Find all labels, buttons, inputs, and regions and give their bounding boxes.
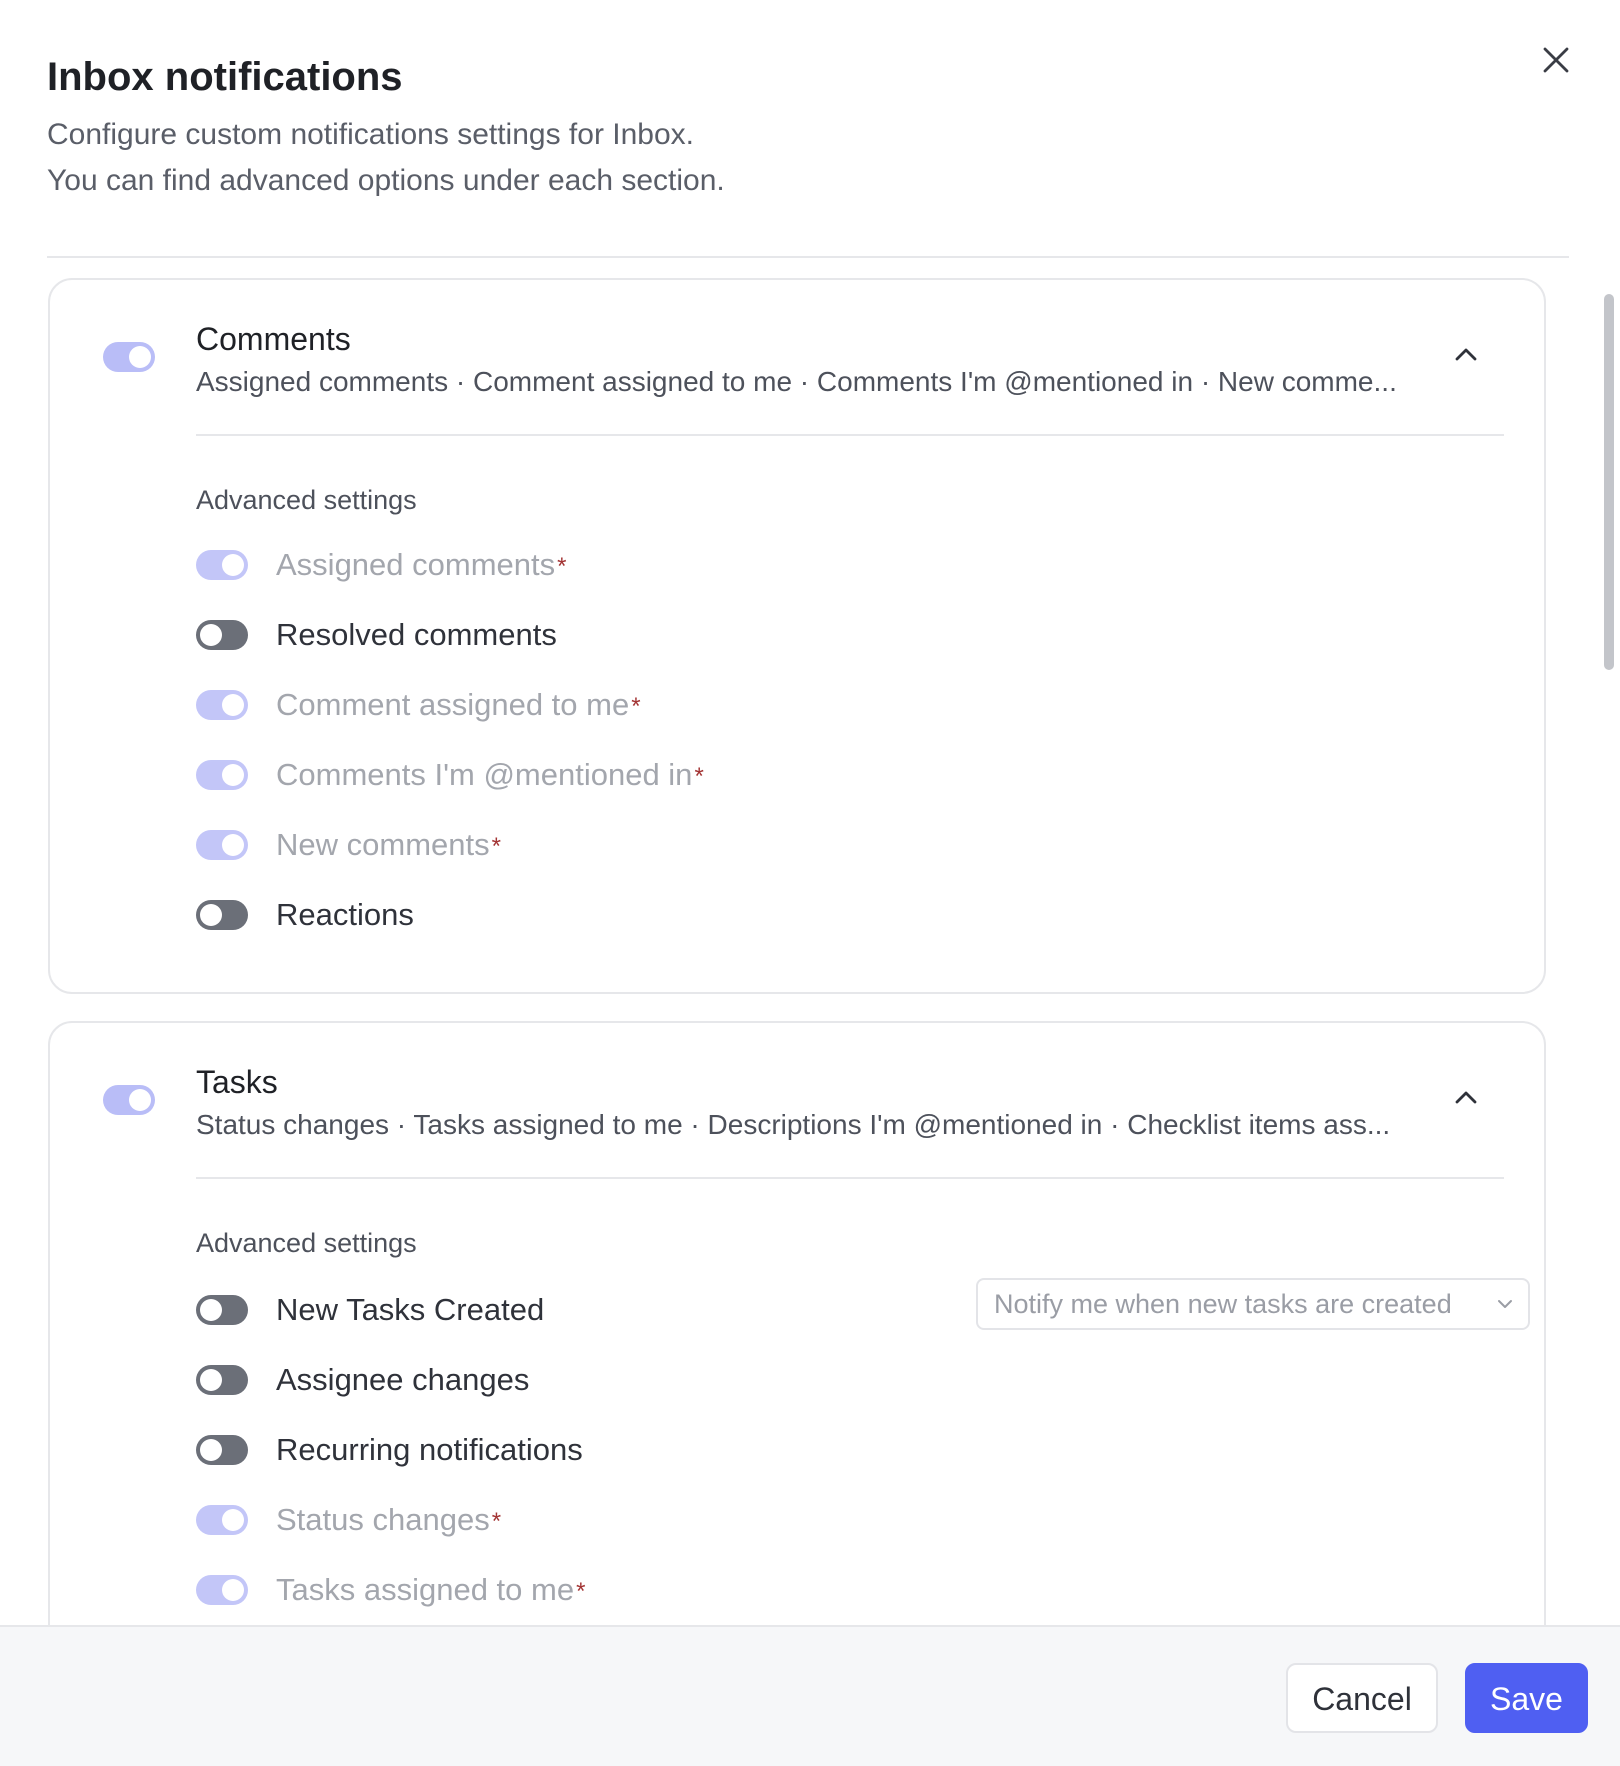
reactions-toggle[interactable] <box>196 900 248 930</box>
required-marker: * <box>576 1578 586 1605</box>
tasks-collapse-button[interactable] <box>1450 1081 1482 1113</box>
option-label <box>276 753 704 797</box>
option-label-text: New Tasks Created <box>276 1292 545 1327</box>
modal-subtitle-line-1: Configure custom notifications settings for Inbox. <box>47 118 694 151</box>
option-reactions <box>196 893 1496 937</box>
modal-subtitle <box>47 112 1560 204</box>
new-tasks-notify-select-value: Notify me when new tasks are created <box>994 1289 1452 1319</box>
toggle-knob <box>222 764 244 786</box>
option-label <box>276 823 501 867</box>
required-marker: * <box>491 1508 502 1535</box>
comments-collapse-button[interactable] <box>1450 338 1482 370</box>
comments-mentioned-in-toggle[interactable] <box>196 760 248 790</box>
toggle-knob <box>222 834 244 856</box>
toggle-knob <box>222 1579 244 1601</box>
modal-footer <box>0 1625 1620 1766</box>
tasks-section-divider <box>196 1177 1504 1179</box>
tasks-section-summary: Status changes · Tasks assigned to me · Descriptions I'm @mentioned in · Checklist items ass... <box>196 1109 1391 1140</box>
option-new-comments <box>196 823 1496 867</box>
modal-subtitle-line-2: You can find advanced options under each section. <box>47 164 725 197</box>
tasks-section <box>48 1021 1546 1625</box>
tasks-advanced-settings-label: Advanced settings <box>196 1228 417 1258</box>
status-changes-toggle[interactable] <box>196 1505 248 1535</box>
modal-header <box>47 44 1560 204</box>
option-label <box>276 1568 585 1612</box>
option-label-text: Assignee changes <box>276 1362 530 1397</box>
option-label-text: New comments <box>276 827 490 862</box>
option-comments-mentioned-in <box>196 753 1496 797</box>
cancel-button[interactable]: Cancel <box>1286 1663 1438 1733</box>
required-marker: * <box>557 553 567 580</box>
toggle-knob <box>222 1509 244 1531</box>
assignee-changes-toggle[interactable] <box>196 1365 248 1395</box>
option-label <box>276 893 414 937</box>
tasks-section-toggle[interactable] <box>103 1085 155 1115</box>
new-tasks-notify-select[interactable] <box>976 1278 1530 1330</box>
toggle-knob <box>200 624 222 646</box>
assigned-comments-toggle[interactable] <box>196 550 248 580</box>
option-label <box>276 683 641 727</box>
scrollbar-thumb[interactable] <box>1604 294 1614 670</box>
toggle-knob <box>200 1439 222 1461</box>
comments-section-toggle[interactable] <box>103 342 155 372</box>
option-label-text: Comments I'm @mentioned in <box>276 757 693 792</box>
option-label-text: Resolved comments <box>276 617 557 652</box>
new-tasks-created-toggle[interactable] <box>196 1295 248 1325</box>
option-label <box>276 1358 529 1402</box>
close-icon <box>1542 46 1570 74</box>
option-label-text: Comment assigned to me <box>276 687 630 722</box>
required-marker: * <box>491 833 501 860</box>
option-assigned-comments <box>196 543 1496 587</box>
option-label <box>276 1288 544 1332</box>
comments-section-divider <box>196 434 1504 436</box>
modal-title: Inbox notifications <box>47 55 403 99</box>
new-comments-toggle[interactable] <box>196 830 248 860</box>
option-new-tasks-created <box>196 1288 1496 1332</box>
toggle-knob <box>200 1299 222 1321</box>
toggle-knob <box>200 1369 222 1391</box>
required-marker: * <box>631 693 641 720</box>
comments-advanced-settings-label: Advanced settings <box>196 485 417 515</box>
toggle-knob <box>129 346 151 368</box>
save-button[interactable]: Save <box>1465 1663 1588 1733</box>
option-status-changes <box>196 1498 1496 1542</box>
option-assignee-changes <box>196 1358 1496 1402</box>
toggle-knob <box>200 904 222 926</box>
tasks-assigned-to-me-toggle[interactable] <box>196 1575 248 1605</box>
toggle-knob <box>222 694 244 716</box>
toggle-knob <box>222 554 244 576</box>
tasks-section-title: Tasks <box>196 1064 278 1100</box>
option-comment-assigned-to-me <box>196 683 1496 727</box>
option-label-text: Recurring notifications <box>276 1432 583 1467</box>
comment-assigned-to-me-toggle[interactable] <box>196 690 248 720</box>
settings-scroll-area[interactable] <box>0 258 1620 1625</box>
chevron-down-icon <box>1496 1295 1514 1313</box>
comments-section-title: Comments <box>196 321 351 357</box>
comments-section-summary: Assigned comments · Comment assigned to me · Comments I'm @mentioned in · New comme... <box>196 366 1397 397</box>
option-label-text: Status changes <box>276 1502 490 1537</box>
option-recurring-notifications <box>196 1428 1496 1472</box>
option-label <box>276 543 566 587</box>
comments-section <box>48 278 1546 994</box>
resolved-comments-toggle[interactable] <box>196 620 248 650</box>
required-marker: * <box>694 763 704 790</box>
option-label <box>276 1498 501 1542</box>
chevron-up-icon <box>1454 1089 1478 1105</box>
option-label-text: Reactions <box>276 897 414 932</box>
option-resolved-comments <box>196 613 1496 657</box>
option-label <box>276 1428 583 1472</box>
close-button[interactable] <box>1536 40 1576 80</box>
option-label <box>276 613 557 657</box>
chevron-up-icon <box>1454 346 1478 362</box>
option-label-text: Tasks assigned to me <box>276 1572 575 1607</box>
toggle-knob <box>129 1089 151 1111</box>
option-label-text: Assigned comments <box>276 547 556 582</box>
recurring-notifications-toggle[interactable] <box>196 1435 248 1465</box>
option-tasks-assigned-to-me <box>196 1568 1496 1612</box>
